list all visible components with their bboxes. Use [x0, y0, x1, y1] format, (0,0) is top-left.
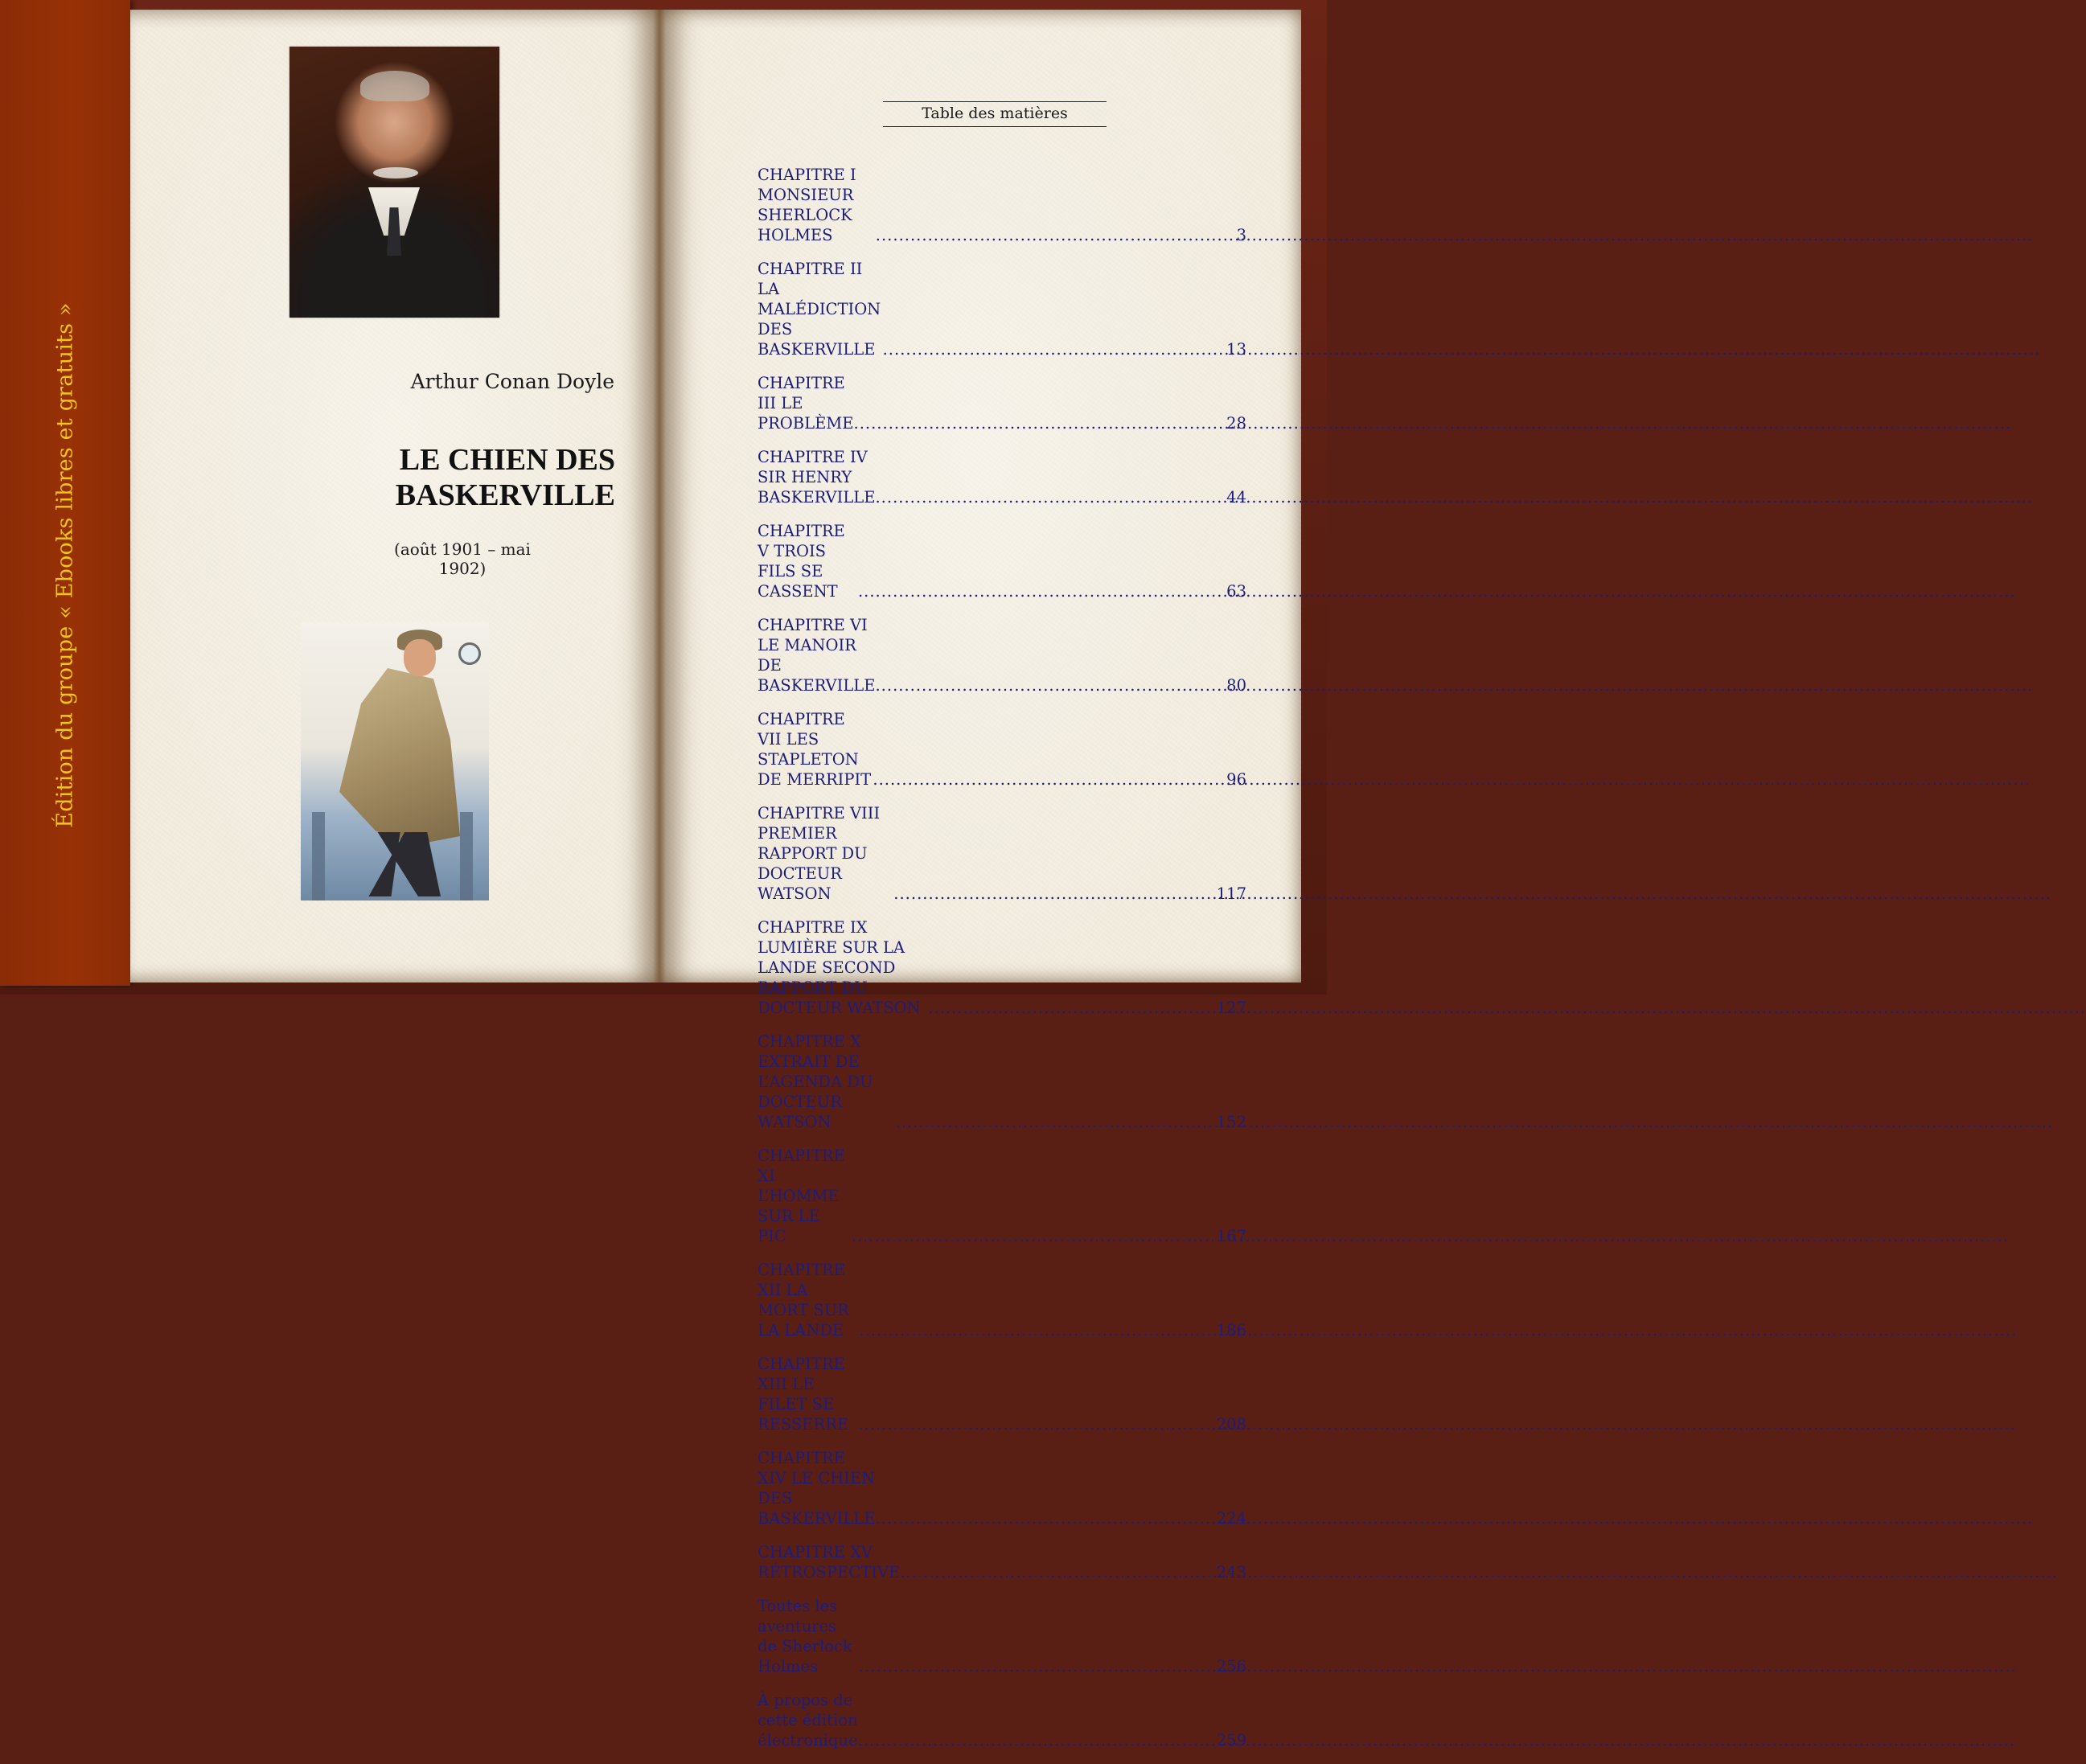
- toc-entry-title[interactable]: À propos de cette édition électronique: [758, 1691, 858, 1750]
- toc-entry-page-number[interactable]: 256: [1216, 1657, 1246, 1676]
- toc-entry-title[interactable]: CHAPITRE VII LES STAPLETON DE MERRIPIT: [758, 710, 872, 789]
- toc-entry[interactable]: [758, 1354, 1246, 1434]
- toc-dot-leader: [858, 1730, 1216, 1750]
- portrait-mustache: [373, 167, 418, 178]
- author-name: Arthur Conan Doyle: [410, 370, 614, 393]
- toc-entry-title[interactable]: CHAPITRE XII LA MORT SUR LA LANDE: [758, 1261, 849, 1339]
- toc-entry-title[interactable]: CHAPITRE X EXTRAIT DE L’AGENDA DU DOCTEUR WATSON: [758, 1032, 873, 1131]
- toc-entry[interactable]: [758, 709, 1246, 790]
- toc-entry[interactable]: [758, 1690, 1246, 1750]
- toc-entry-title[interactable]: CHAPITRE XI L’HOMME SUR LE PIC: [758, 1147, 845, 1245]
- page-gutter: [653, 10, 666, 983]
- toc-entry[interactable]: [758, 521, 1246, 601]
- table-of-contents: [758, 165, 1246, 1764]
- toc-dot-leader: [893, 884, 1215, 904]
- toc-entry[interactable]: [758, 1448, 1246, 1528]
- sherlock-holmes-illustration: [301, 622, 489, 900]
- book-title: [322, 442, 615, 513]
- toc-entry-title[interactable]: CHAPITRE VI LE MANOIR DE BASKERVILLE: [758, 616, 876, 695]
- toc-entry-page-number[interactable]: 167: [1216, 1227, 1246, 1245]
- toc-entry-title[interactable]: CHAPITRE II LA MALÉDICTION DES BASKERVILLE: [758, 260, 881, 359]
- toc-entry-page-number[interactable]: 117: [1216, 884, 1246, 903]
- toc-entry[interactable]: [758, 373, 1246, 433]
- toc-entry[interactable]: [758, 803, 1246, 904]
- toc-dot-leader: [900, 1562, 1216, 1582]
- toc-entry[interactable]: [758, 165, 1246, 245]
- toc-entry-page-number[interactable]: 259: [1216, 1731, 1246, 1750]
- toc-entry[interactable]: [758, 1260, 1246, 1340]
- toc-entry-page-number[interactable]: 44: [1226, 488, 1246, 507]
- toc-dot-leader: [875, 487, 1226, 507]
- toc-entry-page-number[interactable]: 224: [1216, 1509, 1246, 1528]
- toc-entry-page-number[interactable]: 243: [1216, 1563, 1246, 1581]
- toc-entry[interactable]: [758, 1596, 1246, 1676]
- toc-dot-leader: [896, 1112, 1216, 1132]
- toc-entry[interactable]: [758, 1032, 1246, 1132]
- toc-entry-title[interactable]: Toutes les aventures de Sherlock Holmes: [758, 1597, 852, 1676]
- toc-dot-leader: [858, 1414, 1215, 1434]
- publisher-banner: Édition du groupe « Ebooks libres et gratuits »: [52, 302, 78, 828]
- toc-entry[interactable]: [758, 917, 1246, 1018]
- toc-entry-title[interactable]: CHAPITRE VIII PREMIER RAPPORT DU DOCTEUR WATSON: [758, 804, 881, 903]
- toc-dot-leader: [854, 413, 1226, 433]
- toc-entry-page-number[interactable]: 96: [1226, 770, 1246, 789]
- toc-entry-title[interactable]: CHAPITRE V TROIS FILS SE CASSENT: [758, 522, 845, 601]
- book-title-line-2: BASKERVILLE: [395, 478, 615, 512]
- toc-entry[interactable]: [758, 615, 1246, 695]
- publication-dates: (août 1901 – mai 1902): [394, 539, 531, 578]
- toc-dot-leader: [860, 1320, 1216, 1340]
- toc-dot-leader: [852, 1226, 1216, 1246]
- toc-dot-leader: [876, 225, 1236, 245]
- toc-entry-page-number[interactable]: 80: [1226, 676, 1246, 695]
- toc-entry[interactable]: [758, 259, 1246, 359]
- toc-heading: Table des matières: [883, 101, 1107, 127]
- toc-entry-page-number[interactable]: 152: [1216, 1113, 1246, 1131]
- toc-dot-leader: [875, 1508, 1215, 1528]
- toc-entry-title[interactable]: CHAPITRE XV RÉTROSPECTIVE: [758, 1543, 901, 1581]
- toc-entry-page-number[interactable]: 13: [1226, 340, 1246, 359]
- toc-entry-page-number[interactable]: 127: [1216, 999, 1246, 1017]
- magnifying-glass-icon: [458, 642, 481, 665]
- toc-entry-title[interactable]: CHAPITRE IV SIR HENRY BASKERVILLE: [758, 448, 876, 507]
- toc-entry-page-number[interactable]: 3: [1236, 226, 1246, 244]
- toc-entry[interactable]: [758, 1146, 1246, 1246]
- toc-entry-page-number[interactable]: 208: [1216, 1415, 1246, 1434]
- toc-dot-leader: [875, 675, 1226, 695]
- portrait-hair: [360, 71, 429, 101]
- toc-entry[interactable]: [758, 1542, 1246, 1582]
- author-portrait-image: [289, 47, 499, 318]
- toc-entry-title[interactable]: CHAPITRE XIII LE FILET SE RESSERRE: [758, 1355, 849, 1434]
- toc-entry-title[interactable]: CHAPITRE IX LUMIÈRE SUR LA LANDE SECOND RAPPORT DU DOCTEUR WATSON: [758, 918, 921, 1017]
- toc-entry-page-number[interactable]: 63: [1226, 582, 1246, 601]
- toc-entry[interactable]: [758, 447, 1246, 507]
- toc-dot-leader: [873, 769, 1226, 790]
- toc-dot-leader: [928, 998, 1215, 1018]
- toc-dot-leader: [859, 1656, 1216, 1676]
- book-title-line-1: LE CHIEN DES: [399, 443, 615, 477]
- book-spine: [0, 0, 130, 986]
- toc-entry-title[interactable]: CHAPITRE I MONSIEUR SHERLOCK HOLMES: [758, 166, 856, 244]
- holmes-head: [404, 639, 436, 676]
- toc-entry-title[interactable]: CHAPITRE III LE PROBLÈME: [758, 374, 854, 433]
- toc-entry-page-number[interactable]: 28: [1226, 414, 1246, 433]
- toc-entry-title[interactable]: CHAPITRE XIV LE CHIEN DES BASKERVILLE: [758, 1449, 876, 1528]
- toc-dot-leader: [883, 339, 1226, 359]
- toc-entry-page-number[interactable]: 186: [1216, 1321, 1246, 1339]
- toc-dot-leader: [858, 581, 1226, 601]
